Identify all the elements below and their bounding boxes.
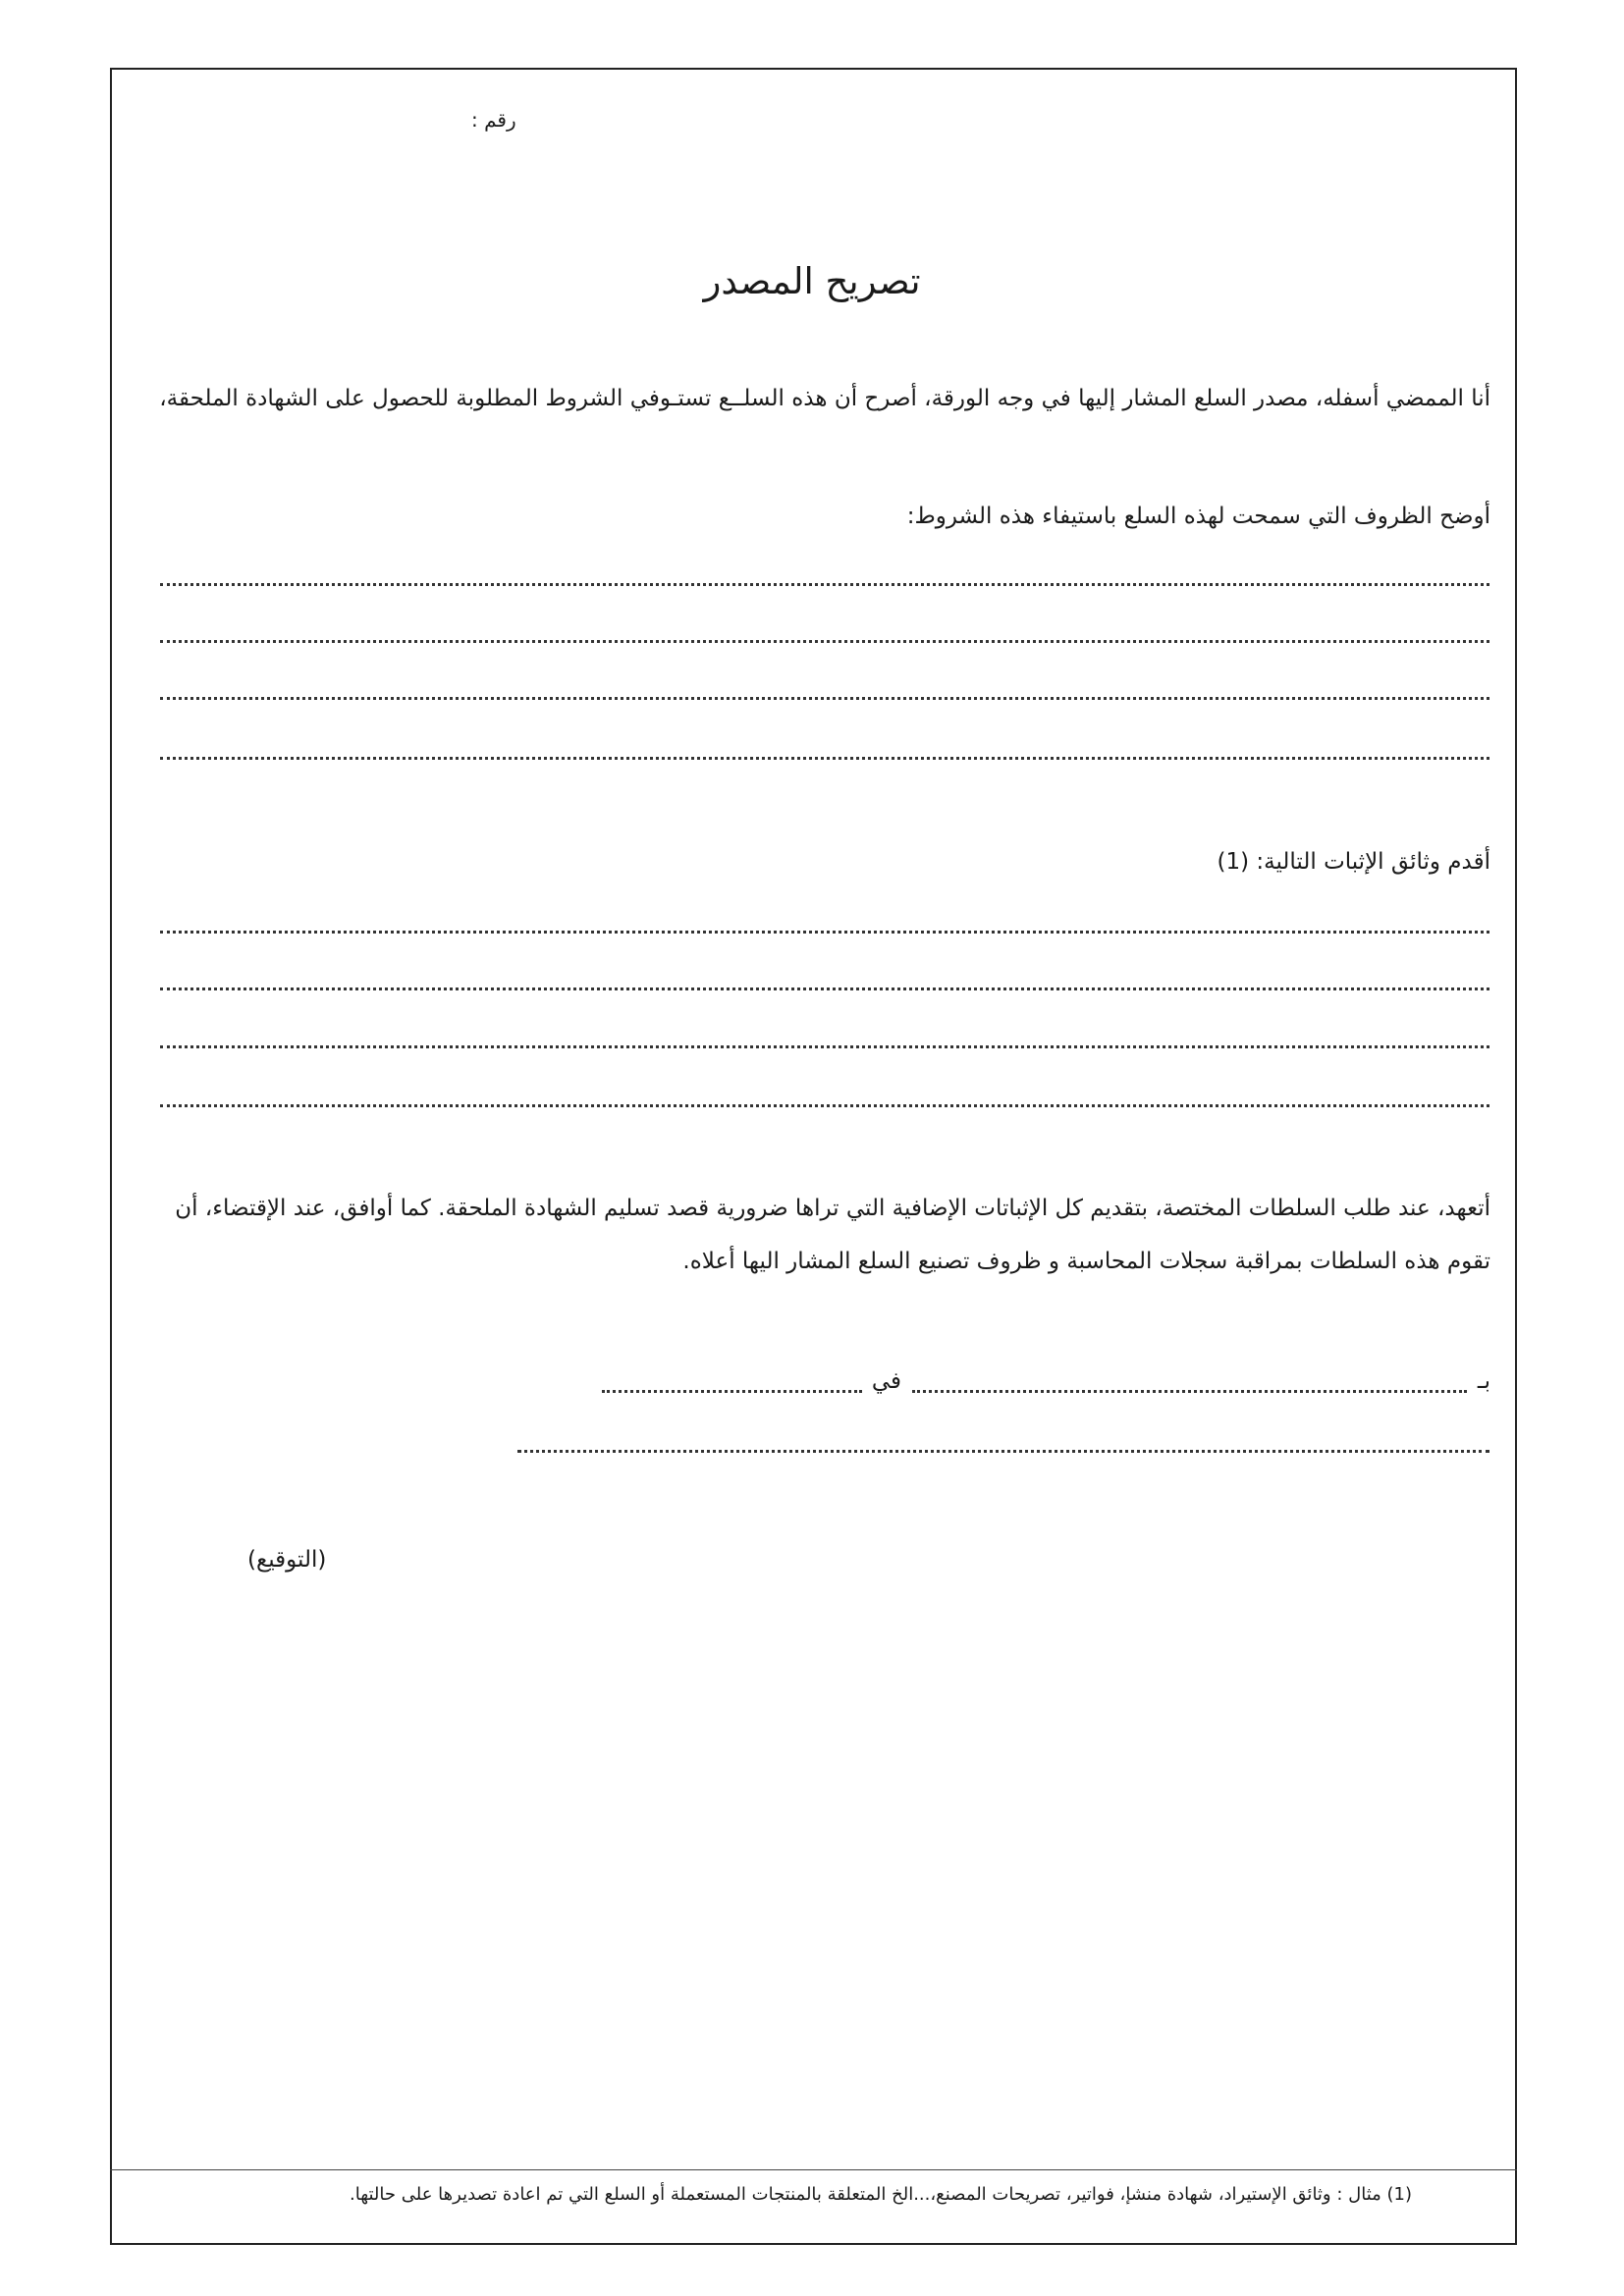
place-fill-line[interactable]: [912, 1390, 1467, 1393]
place-date-extra-line[interactable]: [517, 1450, 1489, 1453]
declaration-text: أنا الممضي أسفله، مصدر السلع المشار إليها في وجه الورقة، أصرح أن هذه السلــع تستـوفي الشروط المطلوبة للحصول على الشهادة الملحقة،: [159, 386, 1490, 411]
conditions-fill-line-4[interactable]: [160, 757, 1489, 760]
conditions-fill-line-2[interactable]: [160, 640, 1489, 643]
number-label: رقم :: [471, 108, 516, 132]
documents-fill-line-2[interactable]: [160, 988, 1489, 990]
signature-label: (التوقيع): [247, 1547, 327, 1573]
document-title: تصريح المصدر: [703, 260, 921, 302]
date-fill-line[interactable]: [602, 1390, 862, 1393]
undertaking-line-2: تقوم هذه السلطات بمراقبة سجلات المحاسبة و ظروف تصنيع السلع المشار اليها أعلاه.: [682, 1249, 1490, 1274]
documents-prompt: أقدم وثائق الإثبات التالية: (1): [1217, 849, 1490, 875]
place-date-row: [509, 1368, 1490, 1398]
undertaking-line-1: أتعهد، عند طلب السلطات المختصة، بتقديم كل الإثباتات الإضافية التي تراها ضرورية قصد تسليم الشهادة الملحقة. كما أوافق، عند الإقتضاء، أن: [175, 1196, 1490, 1221]
documents-fill-line-4[interactable]: [160, 1104, 1489, 1107]
conditions-prompt: أوضح الظروف التي سمحت لهذه السلع باستيفاء هذه الشروط:: [906, 504, 1490, 529]
documents-fill-line-1[interactable]: [160, 931, 1489, 934]
place-prefix: بـ: [1477, 1368, 1490, 1394]
conditions-fill-line-3[interactable]: [160, 697, 1489, 700]
conditions-fill-line-1[interactable]: [160, 583, 1489, 586]
documents-fill-line-3[interactable]: [160, 1045, 1489, 1048]
footnote-rule: [110, 2169, 1517, 2170]
footnote-text: (1) مثال : وثائق الإستيراد، شهادة منشإ، فواتير، تصريحات المصنع،...الخ المتعلقة بالمنتجات المستعملة أو السلع التي تم اعادة تصديرها على حالتها.: [349, 2184, 1412, 2205]
date-label: في: [871, 1368, 901, 1394]
